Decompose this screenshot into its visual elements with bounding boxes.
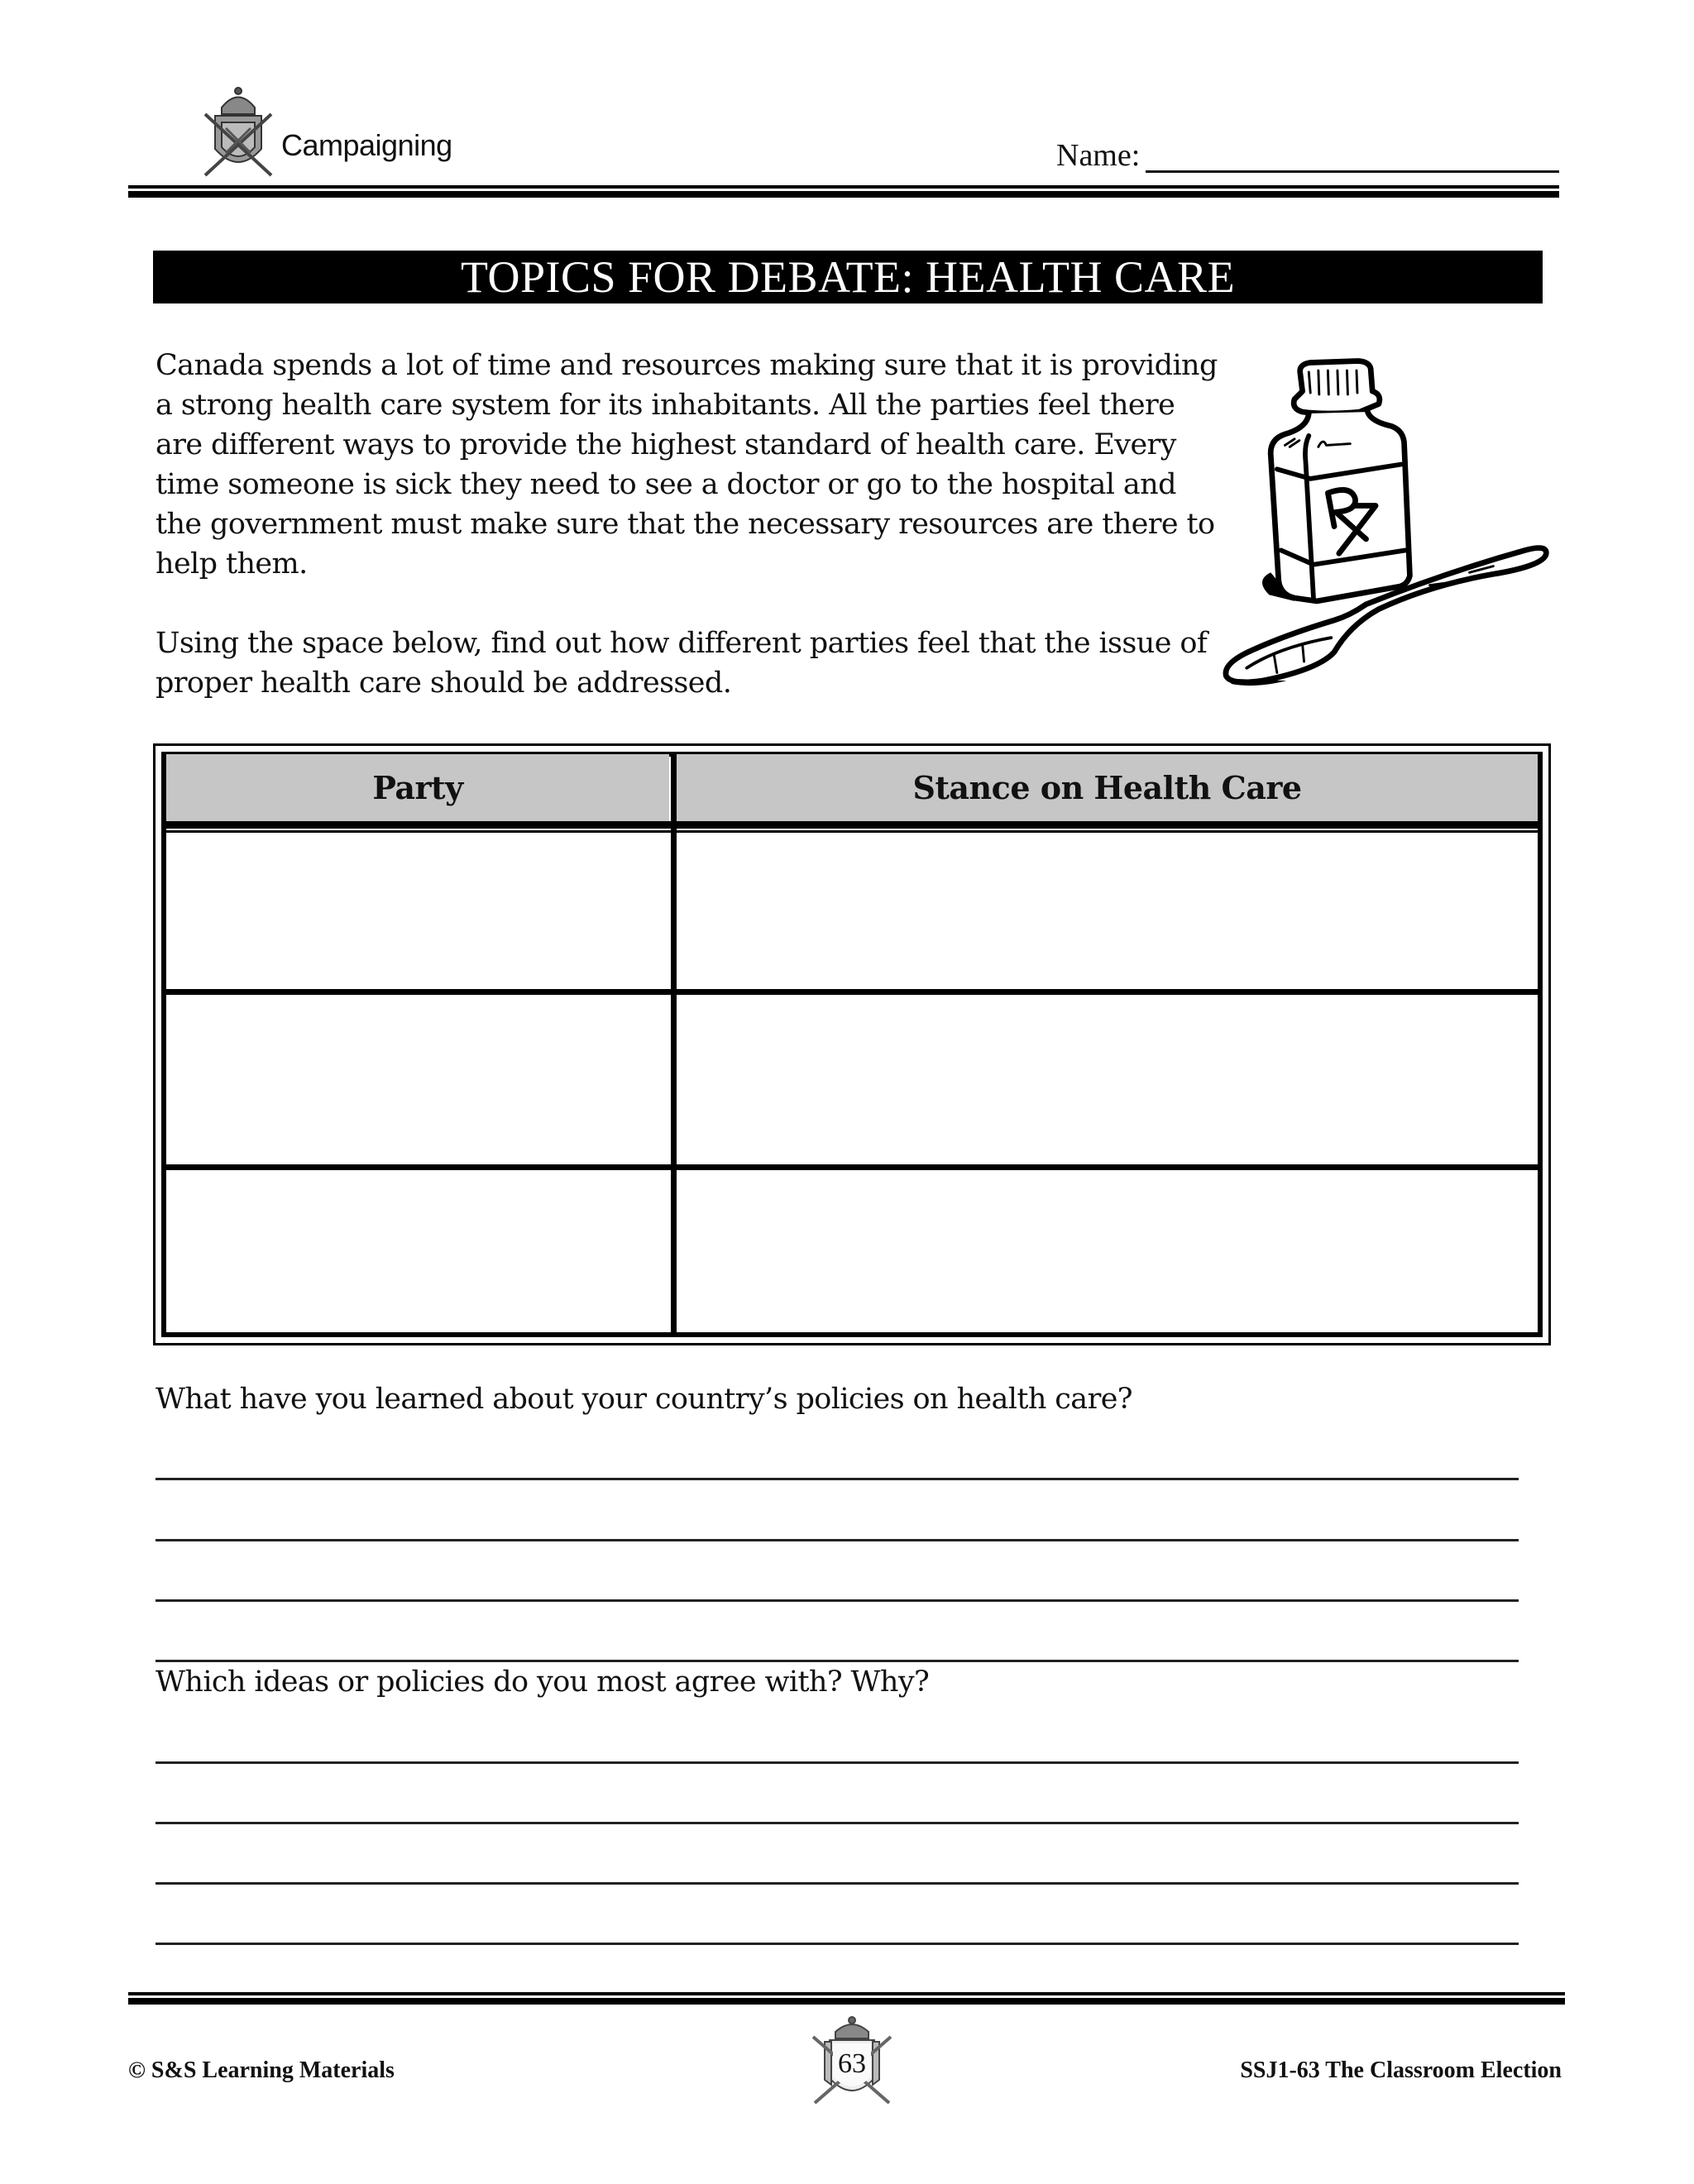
column-divider: [671, 754, 677, 1333]
book-title: SSJ1-63 The Classroom Election: [1240, 2057, 1562, 2083]
intro-paragraph-2: Using the space below, find out how different parties feel that the issue of proper health care should be addressed.: [156, 627, 1208, 700]
rx-bottle-spoon-icon: [1191, 339, 1605, 695]
header-row-divider-thin: [166, 830, 1538, 833]
question-1: What have you learned about your country’s policies on health care?: [156, 1383, 1132, 1416]
answer-line-q2-2[interactable]: [156, 1822, 1519, 1824]
crest-icon: [197, 83, 280, 182]
page-number: 63: [838, 2048, 866, 2079]
table-row-3-stance-cell[interactable]: [678, 1171, 1538, 1332]
intro-paragraph-1: Canada spends a lot of time and resources making sure that it is providing a strong health care system for its inhabitants. All the parties feel there are different ways to provide the highest standard of health care. Every time someone is sick they need to see a doctor or go to the hospital and the government must make sure that the necessary resources are there to help them.: [156, 349, 1218, 581]
answer-line-q2-3[interactable]: [156, 1882, 1519, 1885]
name-field-line[interactable]: [1146, 170, 1559, 173]
answer-line-q1-1[interactable]: [156, 1478, 1519, 1480]
column-header-stance: Stance on Health Care: [677, 754, 1538, 821]
answer-line-q1-3[interactable]: [156, 1599, 1519, 1602]
intro-text: [156, 346, 1223, 703]
answer-line-q1-4[interactable]: [156, 1660, 1519, 1662]
header-rule-thick: [128, 191, 1559, 198]
answer-line-q2-4[interactable]: [156, 1943, 1519, 1945]
footer-rule-thin: [128, 1992, 1565, 1995]
table-row-1-party-cell[interactable]: [166, 834, 669, 988]
answer-line-q1-2[interactable]: [156, 1539, 1519, 1541]
table-row-3-party-cell[interactable]: [166, 1171, 669, 1332]
page-title: TOPICS FOR DEBATE: HEALTH CARE: [460, 252, 1236, 302]
name-label: Name:: [1056, 138, 1141, 173]
copyright-text: © S&S Learning Materials: [128, 2057, 395, 2083]
title-bar: [153, 251, 1543, 303]
row-divider-2: [166, 1164, 1538, 1170]
footer-rule-thick: [128, 1998, 1565, 2005]
answer-line-q2-1[interactable]: [156, 1761, 1519, 1764]
table-row-1-stance-cell[interactable]: [678, 834, 1538, 988]
section-label: Campaigning: [281, 128, 452, 162]
table-row-2-stance-cell[interactable]: [678, 996, 1538, 1164]
header-row-divider: [166, 821, 1538, 829]
question-2: Which ideas or policies do you most agree with? Why?: [156, 1665, 930, 1699]
column-header-party: Party: [166, 754, 669, 821]
row-divider-1: [166, 989, 1538, 995]
table-row-2-party-cell[interactable]: [166, 996, 669, 1164]
header-rule-thin: [128, 185, 1559, 189]
